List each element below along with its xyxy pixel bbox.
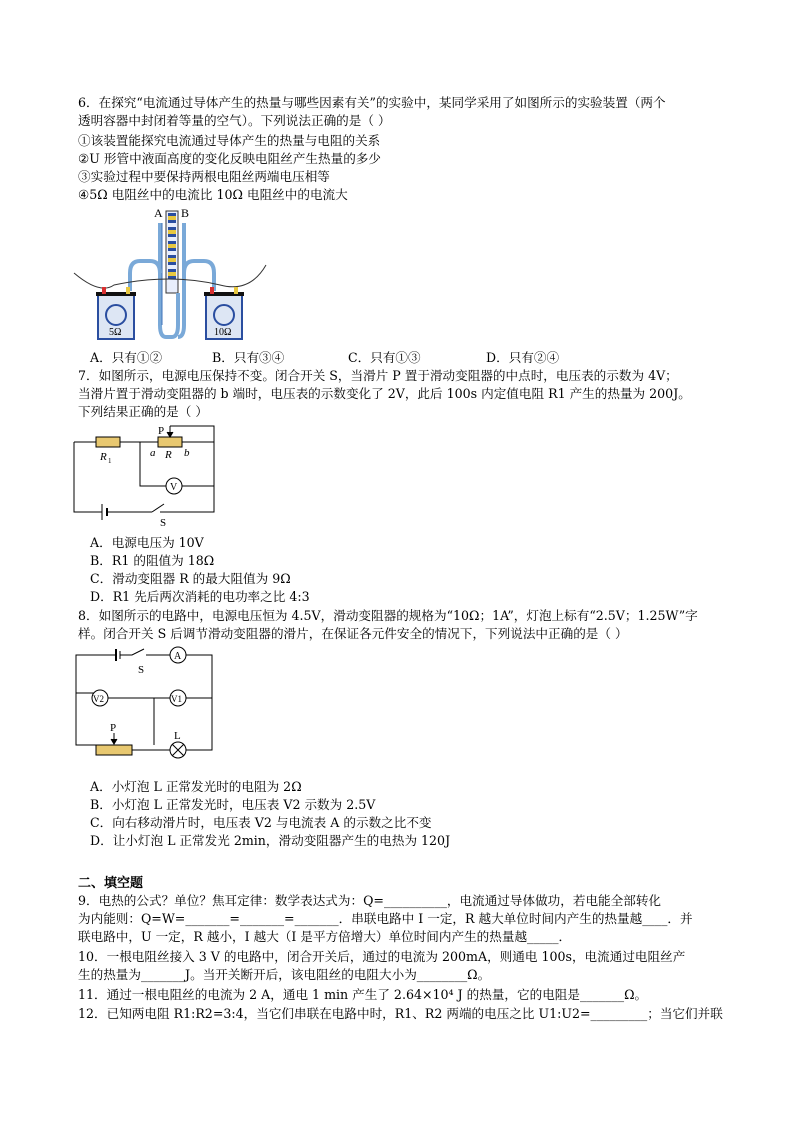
q10-line1: 10．一根电阻丝接入 3 V 的电路中，闭合开关后，通过的电流为 200mA，则通电 100s，电流通过电阻丝产 [78,949,686,964]
q7-stem-line1: 7．如图所示，电源电压保持不变。闭合开关 S，当滑片 P 置于滑动变阻器的中点时，电压表的示数为 4V； [78,368,678,383]
q6-statement-3: ③实验过程中要保持两根电阻丝两端电压相等 [78,169,330,184]
q8-stem-line2: 样。闭合开关 S 后调节滑动变阻器的滑片，在保证各元件安全的情况下，下列说法中正确的是（ ） [78,626,628,641]
end-b-label: b [184,447,190,459]
slider-p-label: P [158,425,165,437]
q7-option-d: D．R1 先后两次消耗的电功率之比 4:3 [90,589,310,604]
slider-p-label: P [110,722,117,734]
q8-option-c: C．向右移动滑片时，电压表 V2 与电流表 A 的示数之比不变 [90,815,432,830]
q6-stem-line2: 透明容器中封闭着等量的空气）。下列说法正确的是（ ） [78,113,391,128]
q6-statement-2: ②U 形管中液面高度的变化反映电阻丝产生热量的多少 [78,151,381,166]
q7-stem-line2: 当滑片置于滑动变阻器的 b 端时，电压表的示数变化了 2V，此后 100s 内定值电阻 R1 产生的热量为 200J。 [78,386,691,401]
q7-option-c: C．滑动变阻器 R 的最大阻值为 9Ω [90,571,291,586]
q12-line1: 12．已知两电阻 R1:R2=3:4，当它们串联在电路中时，R1、R2 两端的电压之比 U1:U2=_________；当它们并联 [78,1006,723,1021]
q7-option-b: B．R1 的阻值为 18Ω [90,553,215,568]
q6-option-a: A．只有①② [90,350,163,365]
switch-s-label: S [160,517,167,526]
switch-s-label: S [138,664,145,676]
lamp-l-label: L [174,730,181,742]
label-b: B [181,206,190,220]
resistor-10-label: 10Ω [214,327,232,338]
rheostat-r-label: R [165,449,172,461]
q6-apparatus-figure [70,203,280,349]
q10-line2: 生的热量为_______J。当开关断开后，该电阻丝的电阻大小为________Ω。 [78,967,491,982]
q8-option-b: B．小灯泡 L 正常发光时，电压表 V2 示数为 2.5V [90,797,376,812]
q6-stem-line1: 6．在探究“电流通过导体产生的热量与哪些因素有关”的实验中，某同学采用了如图所示的实验装置（两个 [78,95,666,110]
q6-option-c: C．只有①③ [348,350,421,365]
q9-line3: 联电路中，U 一定，R 越小，I 越大（I 是平方倍增大）单位时间内产生的热量越_____． [78,929,572,944]
q8-option-a: A．小灯泡 L 正常发光时的电阻为 2Ω [90,779,302,794]
end-a-label: a [150,447,156,459]
section-heading-fill-in: 二、填空题 [78,876,144,891]
voltmeter-v1-label: V1 [171,694,182,704]
q11-line1: 11．通过一根电阻丝的电流为 2 A，通电 1 min 产生了 2.64×10⁴ J 的热量，它的电阻是_______Ω。 [78,987,648,1002]
label-a: A [154,206,163,220]
r1-label: R [100,451,107,463]
q7-option-a: A．电源电压为 10V [90,535,204,550]
q6-statement-4: ④5Ω 电阻丝中的电流比 10Ω 电阻丝中的电流大 [78,187,348,202]
voltmeter-v2-label: V2 [93,694,104,704]
q7-stem-line3: 下列结果正确的是（ ） [78,404,208,419]
voltmeter-label: V [170,482,178,493]
q7-circuit-figure [70,422,220,526]
q9-line2: 为内能则：Q=W=_______=_______=_______．串联电路中 I 一定，R 越大单位时间内产生的热量越____．并 [78,911,693,926]
q6-option-b: B．只有③④ [212,350,285,365]
q8-stem-line1: 8．如图所示的电路中，电源电压恒为 4.5V，滑动变阻器的规格为“10Ω；1A”，灯泡上标有“2.5V；1.25W”字 [78,608,698,623]
resistor-5-label: 5Ω [109,327,122,338]
q6-statement-1: ①该装置能探究电流通过导体产生的热量与电阻的关系 [78,133,381,148]
q6-option-d: D．只有②④ [486,350,560,365]
q9-line1: 9．电热的公式？单位？焦耳定律：数学表达式为：Q=__________，电流通过导体做功，若电能全部转化 [78,893,662,908]
r1-subscript: 1 [108,457,112,465]
ammeter-label: A [174,651,182,662]
q8-circuit-figure [70,643,220,771]
q8-option-d: D．让小灯泡 L 正常发光 2min，滑动变阻器产生的电热为 120J [90,833,451,848]
